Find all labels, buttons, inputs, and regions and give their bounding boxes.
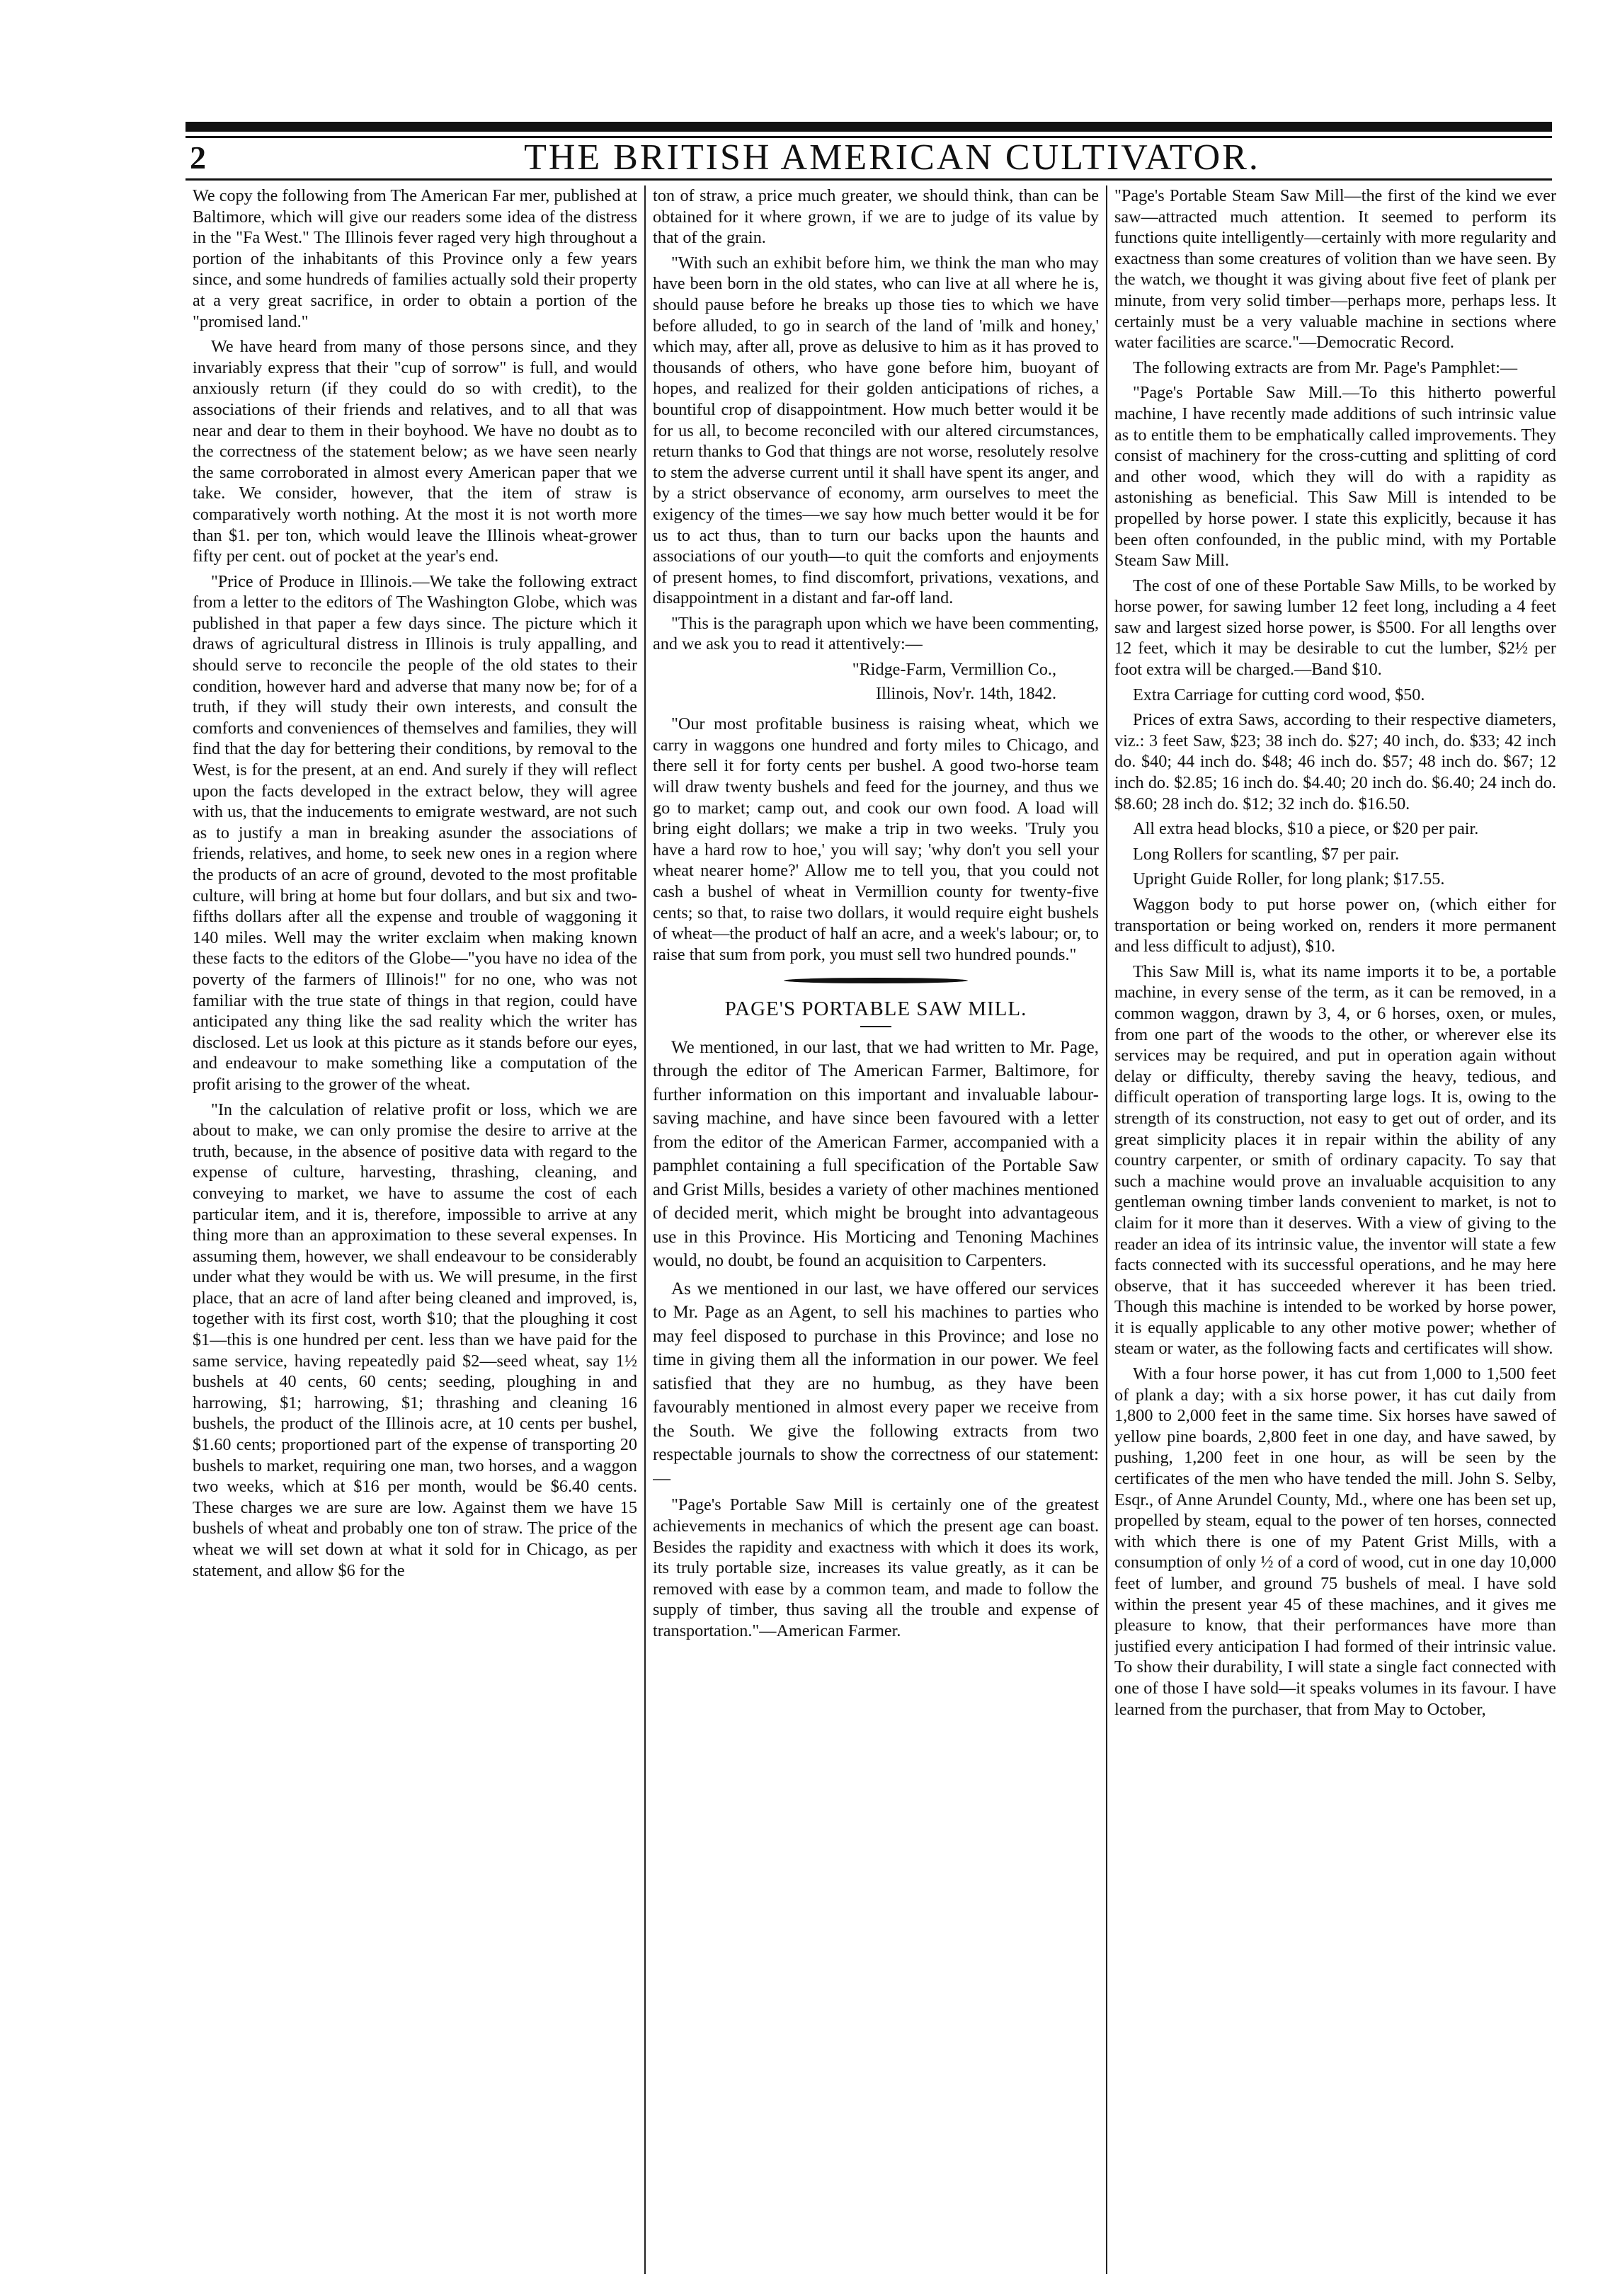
- header-underline-rule: [186, 178, 1552, 181]
- section-ornament-rule: [784, 978, 968, 983]
- article-paragraph: We copy the following from The American Far mer, published at Baltimore, which will give our readers some idea of the distress in the "Fa West." The Illinois fever raged very high throughout a portion of the inhabitants of this Province only a few years since, and some hundreds of families actually sold their property at a very great sacrifice, in order to obtain a portion of the "promised land.": [193, 186, 637, 331]
- heading-dash: [860, 1026, 891, 1027]
- article-paragraph: Long Rollers for scantling, $7 per pair.: [1133, 844, 1400, 864]
- article-paragraph: ton of straw, a price much greater, we should think, than can be obtained for it where grown, if we are to judge of its value by that of the grain.: [653, 186, 1099, 248]
- article-paragraph: With a four horse power, it has cut from 1,000 to 1,500 feet of plank a day; with a six horse power, it has cut daily from 1,800 to 2,000 feet in the same time. Six horses have sawed of yellow pine boards, 2,800 feet in one day, and have sawed, by pushing, 1,200 feet in one hour, as will be seen by the certificates of the men who have tended the mill. John S. Selby, Esqr., of Anne Arundel County, Md., where one has been set up, propelled by steam, equal to the power of ten horses, connected with which there is one of my Patent Grist Mills, with a consumption of only ½ of a cord of wood, cut in one day 10,000 feet of lumber, and ground 75 bushels of meal. I have sold within the present year 45 of these machines, and it gives me pleasure to know, that their performances have more than justified every anticipation I had formed of their intrinsic value. To show their durability, I will state a single fact connected with one of those I have sold—it speaks volumes in its favour. I have learned from the purchaser, that from May to October,: [1114, 1364, 1556, 1719]
- article-paragraph: Prices of extra Saws, according to their respective diameters, viz.: 3 feet Saw, $23; 38 inch do. $27; 40 inch, do. $33; 42 inch do. $40; 44 inch do. $48; 46 inch do. $57; 48 inch do. $67; 12 inch do. $2.85; 16 inch do. $4.40; 20 inch do. $6.40; 24 inch do. $8.60; 28 inch do. $12; 32 inch do. $16.50.: [1114, 710, 1556, 813]
- article-paragraph: Upright Guide Roller, for long plank; $17.55.: [1133, 869, 1445, 889]
- article-paragraph: All extra head blocks, $10 a piece, or $20 per pair.: [1133, 819, 1479, 839]
- article-paragraph: "Our most profitable business is raising wheat, which we carry in waggons one hundred and forty miles to Chicago, and there sell it for forty cents per bushel. A good two-horse team will draw twenty bushels and feed for the journey, and thus we go to market; camp out, and cook our own food. A load will bring eight dollars; we make a trip in two weeks. 'Truly you have a hard row to hoe,' you will say; 'why don't you sell your wheat nearer home?' Allow me to tell you, that you could not cash a bushel of wheat in Vermillion county for twenty-five cents; so that, to raise two dollars, it would require eight bushels of wheat—the product of half an acre, and a week's labour; or, to raise that sum from pork, you must sell two hundred pounds.": [653, 714, 1099, 964]
- article-paragraph: As we mentioned in our last, we have offered our services to Mr. Page as an Agent, to sell his machines to parties who may feel disposed to purchase in this Province; and lose no time in giving them all the information in our power. We feel satisfied that they are no humbug, as they have been favourably mentioned in almost every paper we receive from the South. We give the following extracts from two respectable journals to show the correctness of our statement:—: [653, 1279, 1099, 1488]
- article-paragraph: "Page's Portable Steam Saw Mill—the first of the kind we ever saw—attracted much attention. It seemed to perform its functions quite intelligently—certainly with more regularity and exactness than some creatures of volition than we have seen. By the watch, we thought it was giving about five feet of plank per minute, from very solid timber—perhaps more, perhaps less. It certainly must be a very valuable machine in sections where water facilities are scarce."—Democratic Record.: [1114, 186, 1556, 353]
- article-paragraph: "This is the paragraph upon which we have been commenting, and we ask you to read it attentively:—: [653, 613, 1099, 654]
- letter-dateline: Illinois, Nov'r. 14th, 1842.: [876, 683, 1056, 703]
- section-heading: PAGE'S PORTABLE SAW MILL.: [724, 998, 1027, 1021]
- article-paragraph: "With such an exhibit before him, we think the man who may have been born in the old states, who can live at all where he is, should pause before he breaks up those ties to which we have before alluded, to go in search of the land of 'milk and honey,' which may, after all, prove as delusive to him as it has proved to thousands of others, who have gone before him, buoyant of hopes, and realized for their golden anticipations of riches, a bountiful crop of disappointment. How much better would it be for us all, to become reconciled with our altered circumstances, return thanks to God that things are not worse, resolutely resolve to stem the adverse current until it shall have spent its anger, and by a strict observance of economy, arm ourselves to meet the exigency of the times—we say how much better would it be for us to act thus, than to turn our backs upon the haunts and associations of our youth—to quit the comforts and enjoyments of present homes, to find discomfort, privations, vexations, and disappointment in a distant and far-off land.: [653, 253, 1099, 608]
- article-paragraph: We have heard from many of those persons since, and they invariably express that their "cup of sorrow" is full, and would anxiously return (if they could do so with credit), to the associations of their friends and relatives, and to all that was near and dear to them in their boyhood. We have no doubt as to the correctness of the statement below; as we have seen nearly the same corroborated in almost every American paper that we take. We consider, however, that the item of straw is comparatively worth nothing. At the most it is not worth more than $1. per ton, which would leave the Illinois wheat-grower fifty per cent. out of pocket at the year's end.: [193, 337, 637, 566]
- article-paragraph: "Price of Produce in Illinois.—We take the following extract from a letter to the editors of The Washington Globe, which was published in that paper a few days since. The picture which it draws of agricultural distress in Illinois is truly appalling, and should serve to reconcile the people of the old states to their condition, however hard and adverse that many now be; for of a truth, if they will study their own interests, and consult the comforts and conveniences of themselves and families, they will find that the day for bettering their conditions, by removal to the West, is for the present, at an end. And surely if they will reflect upon the facts developed in the extract below, they will agree with us, that the inducements to emigrate westward, are not such as to justify a man in breaking asunder the associations of friends, relatives, and home, to seek new ones in a region where the products of an acre of ground, devoted to the most profitable culture, will bring at home but four dollars, and but six and two-fifths dollars after all the expense and trouble of waggoning it 140 miles. Well may the writer exclaim when making known these facts to the editors of the Globe—"you have no idea of the poverty of the farmers of Illinois!" for no one, who was not familiar with the true state of things in that region, could have anticipated any thing like the sad reality which the writer has disclosed. Let us look at this picture as it stands before our eyes, and endeavour to make something like a computation of the profit arising to the grower of the wheat.: [193, 571, 637, 1094]
- article-paragraph: This Saw Mill is, what its name imports it to be, a portable machine, in every sense of the term, as it can be removed, in a common waggon, drawn by 3, 4, or 6 horses, oxen, or mules, from one part of the woods to the other, or wherever else its services may be required, and put in operation again without delay or difficulty, thereby saving the heavy, tedious, and difficult operation of transporting large logs. It is, owing to the strength of its construction, not easy to get out of order, and its great simplicity places it in repair within the ability of any country carpenter, or smith of ordinary capacity. To say that such a machine would prove an invaluable acquisition to any gentleman owning timber lands convenient to market, is not to claim for it more than it deserves. With a view of giving to the reader an idea of its intrinsic value, the inventor will state a few facts connected with its successful operations, and he may here observe, that it has succeeded wherever it has been tried. Though this machine is intended to be worked by horse power, it is equally applicable to any other motive power; whether of steam or water, as the following facts and certificates will show.: [1114, 961, 1556, 1359]
- column-3: [1114, 185, 1556, 2281]
- article-paragraph: "Page's Portable Saw Mill.—To this hitherto powerful machine, I have recently made additions of such intrinsic value as to entitle them to be emphatically called improvements. They consist of machinery for the cross-cutting and splitting of cord and other wood, which they will do with a rapidity as astonishing as beneficial. This Saw Mill is intended to be propelled by horse power. I state this explicitly, because it has been often confounded, in the public mind, with my Portable Steam Saw Mill.: [1114, 383, 1556, 571]
- column-2: [653, 185, 1099, 2281]
- column-divider-2: [1106, 185, 1107, 2274]
- article-paragraph: Waggon body to put horse power on, (which either for transportation or being worked on, renders it more permanent and less difficult to adjust), $10.: [1114, 895, 1556, 956]
- article-paragraph: Extra Carriage for cutting cord wood, $50.: [1133, 685, 1425, 704]
- article-paragraph: "In the calculation of relative profit or loss, which we are about to make, we can only promise the desire to arrive at the truth, because, in the absence of positive data with regard to the expense of culture, harvesting, thrashing, cleaning, and conveying to market, we have to assume the cost of each particular item, and it is, therefore, impossible to arrive at any thing more than an approximation to these several expenses. In assuming them, however, we shall endeavour to be considerably under what they would be with us. We will presume, in the first place, that an acre of land after being cleaned and improved, is, together with its first cost, worth $10; that the ploughing it cost $1—this is one hundred per cent. less than we have paid for the same service, having repeatedly paid $2—seed wheat, say 1½ bushels at 40 cents, 60 cents; seeding, ploughing in and harrowing, $1; harrowing, $1; thrashing and cleaning 16 bushels, the product of the Illinois acre, at 10 cents per bushel, $1.60 cents; proportioned part of the expense of transporting 20 bushels to market, requiring one man, two horses, and a waggon two weeks, which at $16 per month, would be $6.40 cents. These charges we are sure are low. Against them we have 15 bushels of wheat and probably one ton of straw. The price of the wheat we will set down at what it sold for in Chicago, as per statement, and allow $6 for the: [193, 1100, 637, 1580]
- page-number: 2: [190, 139, 206, 176]
- article-paragraph: "Page's Portable Saw Mill is certainly one of the greatest achievements in mechanics of which the present age can boast. Besides the rapidity and exactness with which it does its work, its truly portable size, increases its value greatly, as it can be removed with ease by a common team, and made to follow the supply of timber, thus saving all the trouble and expense of transportation."—American Farmer.: [653, 1495, 1099, 1641]
- newspaper-title: THE BRITISH AMERICAN CULTIVATOR.: [524, 137, 1260, 178]
- letter-dateline: "Ridge-Farm, Vermillion Co.,: [852, 660, 1056, 680]
- column-1: [193, 185, 637, 2281]
- column-divider-1: [644, 185, 646, 2274]
- article-paragraph: The following extracts are from Mr. Page's Pamphlet:—: [1133, 358, 1518, 377]
- masthead-thick-rule: [186, 122, 1552, 132]
- article-paragraph: We mentioned, in our last, that we had written to Mr. Page, through the editor of The American Farmer, Baltimore, for further information on this important and invaluable labour-saving machine, and have since been favoured with a letter from the editor of the American Farmer, accompanied with a pamphlet containing a full specification of the Portable Saw and Grist Mills, besides a variety of other machines mentioned of decided merit, which might be brought into advantageous use in this Province. His Morticing and Tenoning Machines would, no doubt, be found an acquisition to Carpenters.: [653, 1037, 1099, 1271]
- article-paragraph: The cost of one of these Portable Saw Mills, to be worked by horse power, for sawing lumber 12 feet long, including a 4 feet saw and largest sized horse power, is $500. For all lengths over 12 feet, which it may be desirable to cut the lumber, $2½ per foot extra will be charged.—Band $10.: [1114, 576, 1556, 680]
